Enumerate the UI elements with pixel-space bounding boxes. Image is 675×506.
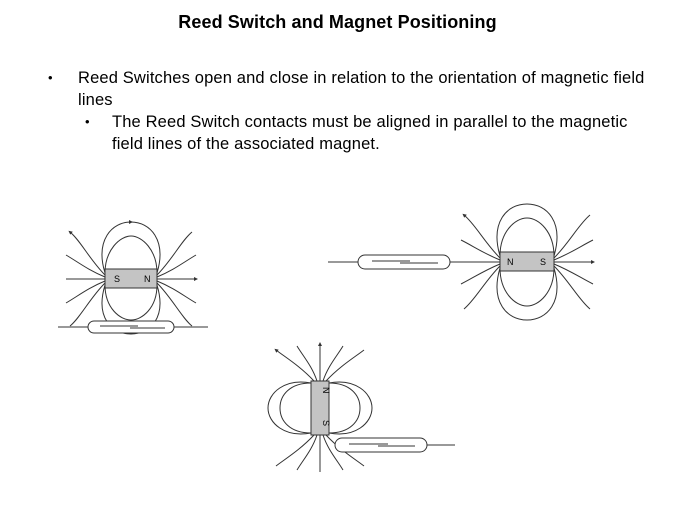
slide-title: Reed Switch and Magnet Positioning	[178, 12, 497, 32]
bullet-glyph: •	[48, 70, 53, 85]
magnet-pole-label: S	[540, 257, 547, 267]
magnet-pole-label: S	[114, 274, 121, 284]
sub-bullet-text: The Reed Switch contacts must be aligned in parallel to the magnetic field lines of the associated magnet.	[112, 113, 628, 153]
bottom-magnet-figure	[268, 344, 455, 472]
bullet-text: Reed Switches open and close in relation to the orientation of magnetic field lines	[78, 69, 645, 109]
magnet-pole-label: S	[321, 420, 331, 427]
magnet-pole-label: N	[144, 274, 151, 284]
bullet-glyph: •	[85, 114, 90, 129]
magnet-pole-label: N	[321, 387, 331, 394]
magnet-pole-label: N	[507, 257, 514, 267]
